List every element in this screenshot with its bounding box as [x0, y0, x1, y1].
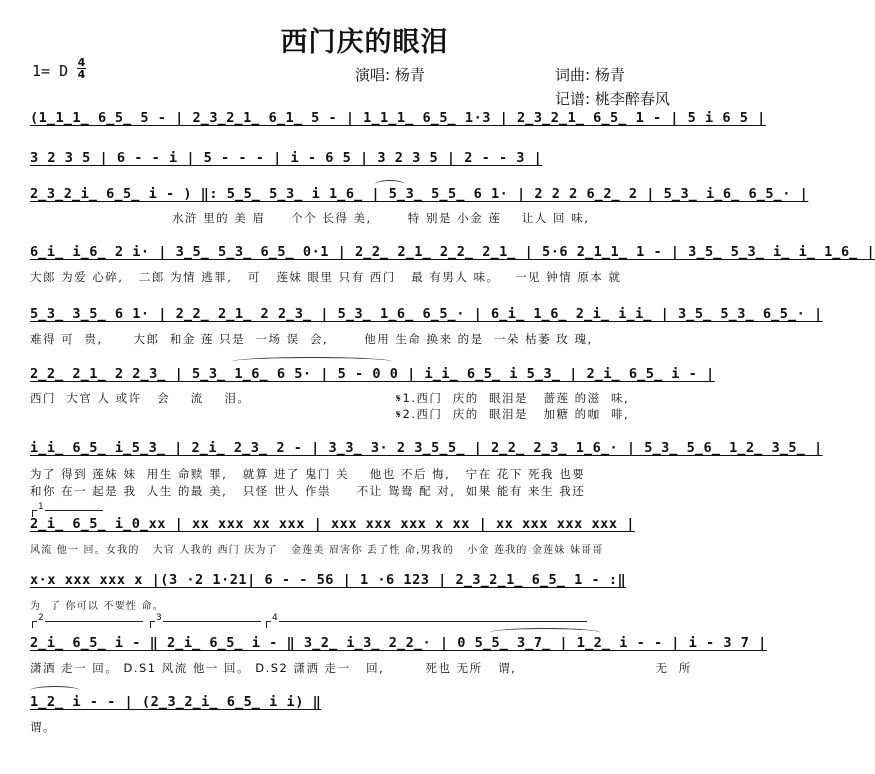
- transcriber-credit: 记谱: 桃李醉春风: [555, 90, 670, 108]
- volta-bracket-3: 3: [150, 621, 261, 628]
- lyric-line-3: 难得 可 贵, 大郎 和金 莲 只是 一场 误 会, 他用 生命 换来 的是 一朵 枯萎 玫 瑰,: [30, 332, 593, 346]
- time-signature: [77, 57, 86, 80]
- lyric-line-4: 西门 大官 人 或许 会 流 泪。: [30, 391, 251, 405]
- lyric-line-6: 和你 在一 起是 我 人生 的最 美, 只怪 世人 作祟 不让 鸳鸯 配 对, 如果 能有 来生 我还: [30, 484, 586, 498]
- notation-row-2: 3 2 3 5 | 6 - - i | 5 - - - | i - 6 5 | 3 2 3 5 | 2 - - 3 |: [30, 150, 543, 166]
- lyric-line-2: 大郎 为爱 心碎, 二郎 为情 逃罪, 可 莲妹 眼里 只有 西门 最 有男人 味。 一见 钟情 原本 就: [30, 270, 622, 284]
- song-title: 西门庆的眼泪: [280, 27, 449, 58]
- slur-mark: [30, 686, 80, 695]
- lyric-line-10: 谓。: [30, 720, 56, 734]
- notation-row-4: 6̲i̲ i̲6̲ 2 i· | 3̲5̲ 5̲3̲ 6̲5̲ 0·1 | 2̲2̲ 2̲1̲ 2̲2̲ 2̲1̲ | 5·6 2̲1̲1̲ 1 - | 3̲5̲ 5̲3̲ i̲ i̲ 1̲6̲ |: [30, 244, 875, 260]
- lyric-line-5: 为了 得到 莲妹 妹 用生 命赎 罪, 就算 进了 鬼门 关 他也 不后 悔, 宁在 花下 死我 也要: [30, 467, 586, 481]
- notation-row-11: 1̲2̲ i - - | (2̲3̲2̲i̲ 6̲5̲ i i) ‖: [30, 694, 322, 710]
- notation-row-6: 2̲2̲ 2̲1̲ 2 2̲3̲ | 5̲3̲ 1̲6̲ 6 5· | 5 - 0 0 | i̲i̲ 6̲5̲ i 5̲3̲ | 2̲i̲ 6̲5̲ i - |: [30, 366, 715, 382]
- slur-mark: [375, 180, 405, 189]
- notation-row-3: 2̲3̲2̲i̲ 6̲5̲ i - ) ‖: 5̲5̲ 5̲3̲ i 1̲6̲ | 5̲3̲ 5̲5̲ 6 1· | 2 2 2 6̲2̲ 2 | 5̲3̲ i̲6̲ 6̲5̲· |: [30, 186, 809, 202]
- lyric-line-8: 为 了 你可以 不要性 命。: [30, 601, 164, 612]
- volta-bracket-2: 2: [32, 621, 143, 628]
- notation-row-5: 5̲3̲ 3̲5̲ 6 1· | 2̲2̲ 2̲1̲ 2 2̲3̲ | 5̲3̲ 1̲6̲ 6̲5̲· | 6̲i̲ 1̲6̲ 2̲i̲ i̲i̲ | 3̲5̲ 5̲3̲ 6̲5̲· |: [30, 306, 823, 322]
- volta-bracket-4: 4: [266, 621, 587, 628]
- lyric-line-1: 水浒 里的 美 眉 个个 长得 美, 特 别是 小金 莲 让人 回 味,: [172, 211, 590, 225]
- slur-mark: [490, 628, 600, 637]
- lyric-line-7: 风流 他一 回。女我的 大官 人我的 西门 庆为了 金莲美 眉害你 丢了性 命,男我的 小金 莲我的 金莲妹 妹哥哥: [30, 545, 604, 556]
- slur-mark: [232, 357, 392, 366]
- time-signature-bottom: 4: [77, 68, 86, 81]
- notation-row-1: (1̲1̲1̲ 6̲5̲ 5 - | 2̲3̲2̲1̲ 6̲1̲ 5 - | 1̲1̲1̲ 6̲5̲ 1·3 | 2̲3̲2̲1̲ 6̲5̲ 1 - | 5 i 6 5 |: [30, 110, 766, 126]
- lyric-line-9: 潇洒 走一 回。 D.S1 风流 他一 回。 D.S2 潇洒 走一 回, 死也 无所 谓, 无 所: [30, 661, 692, 675]
- lyric-line-verse-2: 𝄋2.西门 庆的 眼泪是 加糖 的咖 啡,: [396, 407, 630, 421]
- lyric-line-verse-1: 𝄋1.西门 庆的 眼泪是 蔷莲 的滋 味,: [396, 391, 630, 405]
- time-signature-top: 4: [77, 56, 86, 69]
- notation-row-10: 2̲i̲ 6̲5̲ i - ‖ 2̲i̲ 6̲5̲ i - ‖ 3̲2̲ i̲3̲ 2̲2̲· | 0 5̲5̲ 3̲7̲ | 1̲2̲ i - - | i - 3 7 |: [30, 635, 767, 651]
- key-signature: 1= D: [32, 62, 69, 80]
- singer-credit: 演唱: 杨青: [355, 66, 425, 84]
- notation-row-7: i̲i̲ 6̲5̲ i̲5̲3̲ | 2̲i̲ 2̲3̲ 2 - | 3̲3̲ 3· 2 3̲5̲5̲ | 2̲2̲ 2̲3̲ 1̲6̲· | 5̲3̲ 5̲6̲ 1̲2̲ 3̲5̲ |: [30, 440, 823, 456]
- notation-row-9: x·x xxx xxx x |(3 ·2 1·21| 6 - - 56 | 1 ·6 123 | 2̲3̲2̲1̲ 6̲5̲ 1 - :‖: [30, 572, 627, 588]
- volta-bracket-1: 1: [32, 510, 103, 517]
- notation-row-8: 2̲i̲ 6̲5̲ i̲0̲xx | xx xxx xx xxx | xxx xxx xxx x xx | xx xxx xxx xxx |: [30, 516, 635, 532]
- lyricist-credit: 词曲: 杨青: [555, 66, 625, 84]
